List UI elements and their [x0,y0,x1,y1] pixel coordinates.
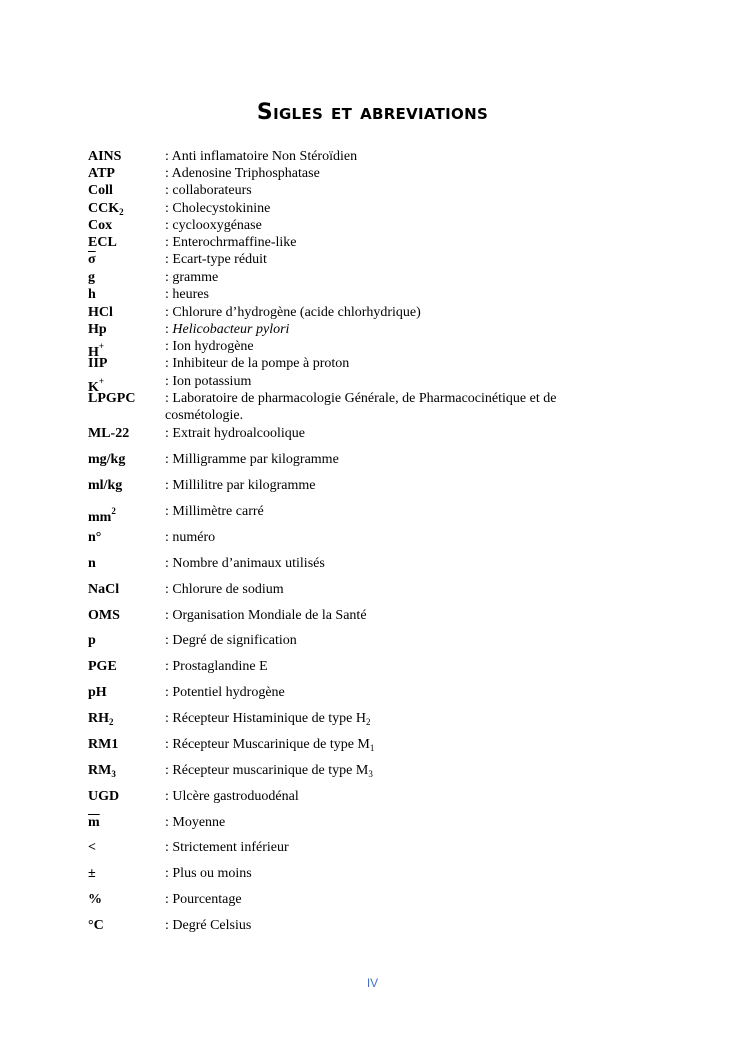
definition-text: : Récepteur Histaminique de type H [165,711,366,726]
abbreviation-term: pH [88,685,107,700]
abbreviation-term: Cox [88,218,113,233]
abbreviation-term: < [88,840,96,855]
abbreviation-term: NaCl [88,582,120,597]
abbreviation-definition: : Millimètre carré [165,504,264,519]
abbreviation-term-base: CCK [88,201,120,216]
abbreviation-term: mg/kg [88,452,126,467]
abbreviation-term-base: H [88,345,99,360]
definition-text: : Récepteur Muscarinique de type M [165,737,370,752]
abbreviation-term: Hp [88,322,107,337]
abbreviation-definition: : Ulcère gastroduodénal [165,789,299,804]
abbreviation-definition: : Milligramme par kilogramme [165,452,339,467]
abbreviation-definition: : Millilitre par kilogramme [165,478,316,493]
abbreviation-term: OMS [88,608,120,623]
subscript: 3 [111,769,116,779]
abbreviation-term: g [88,270,95,285]
abbreviation-term: HCl [88,305,113,320]
abbreviation-term [88,503,163,526]
abbreviation-definition [165,736,605,757]
abbreviation-term: IIP [88,356,108,371]
abbreviation-definition: : Adenosine Triphosphatase [165,166,320,181]
abbreviation-term: PGE [88,659,117,674]
sigma-symbol: $\overline{\sigma}$ [88,252,96,267]
abbreviation-definition [165,710,605,731]
abbreviation-definition [165,762,605,783]
definition-prefix: : [165,322,173,337]
abbreviation-term-base: RM [88,763,112,778]
subscript: 2 [366,717,371,727]
abbreviation-definition: : Degré de signification [165,633,297,648]
subscript: 1 [369,743,375,753]
abbreviation-term: p [88,633,96,648]
subscript: 3 [368,769,373,779]
abbreviation-definition: : cyclooxygénase [165,218,262,233]
abbreviation-definition: : collaborateurs [165,183,252,198]
abbreviation-definition [165,321,605,338]
abbreviation-term: % [88,892,102,907]
abbreviation-term [88,762,163,783]
abbreviation-definition: : Cholecystokinine [165,201,271,216]
abbreviation-term: °C [88,918,104,933]
abbreviation-definition: : Extrait hydroalcoolique [165,426,305,441]
abbreviation-term: ml/kg [88,478,123,493]
definition-text: : Récepteur muscarinique de type M [165,763,369,778]
abbreviation-term: AINS [88,149,122,164]
subscript: 2 [119,207,124,217]
abbreviation-definition: : Chlorure d’hydrogène (acide chlorhydrique) [165,305,421,320]
abbreviation-term: n° [88,530,102,545]
abbreviation-definition: : Nombre d’animaux utilisés [165,556,325,571]
abbreviation-term: RM1 [88,737,119,752]
abbreviation-definition: : Laboratoire de pharmacologie Générale, de Pharmacocinétique et de cosmétologie. [165,391,557,423]
abbreviation-definition: : Prostaglandine E [165,659,268,674]
abbreviation-definition: : Potentiel hydrogène [165,685,285,700]
abbreviation-term-base: K [88,380,99,395]
abbreviation-definition: : Strictement inférieur [165,840,289,855]
abbreviation-definition: : Enterochrmaffine-like [165,235,297,250]
page-title: Sigles et abreviations [256,100,489,125]
abbreviation-term: h [88,287,96,302]
abbreviation-term: UGD [88,789,120,804]
abbreviation-term-base: RH [88,711,109,726]
abbreviation-definition: : Ecart-type réduit [165,252,267,267]
definition-italic: Helicobacteur pylori [172,322,290,337]
abbreviation-definition: : Pourcentage [165,892,242,907]
abbreviation-definition: : Organisation Mondiale de la Santé [165,608,367,623]
superscript: 2 [111,506,116,516]
abbreviation-definition: : gramme [165,270,219,285]
superscript: + [98,376,105,386]
abbreviation-term: ± [88,866,96,881]
abbreviation-term: Coll [88,183,113,198]
abbreviation-definition: : Moyenne [165,815,226,830]
abbreviation-definition: : Ion potassium [165,374,252,389]
abbreviation-definition: : Anti inflamatoire Non Stéroïdien [165,149,358,164]
abbreviation-definition: : Plus ou moins [165,866,252,881]
abbreviation-term: n [88,556,96,571]
abbreviation-definition: : numéro [165,530,216,545]
abbreviation-definition: : Degré Celsius [165,918,252,933]
superscript: + [98,341,105,351]
abbreviation-term: ATP [88,166,115,181]
abbreviation-term: LPGPC [88,391,136,406]
subscript: 2 [109,717,114,727]
abbreviation-term: ECL [88,235,117,250]
abbreviation-term-base: mm [88,510,112,525]
abbreviation-definition: : Chlorure de sodium [165,582,284,597]
abbreviation-definition: : heures [165,287,209,302]
abbreviation-definition: : Ion hydrogène [165,339,254,354]
abbreviation-term [88,710,163,731]
abbreviation-definition: : Inhibiteur de la pompe à proton [165,356,350,371]
abbreviation-term: ML-22 [88,426,130,441]
page-number: IV [366,976,379,990]
mean-symbol: $\overline{m}$ [88,815,100,830]
